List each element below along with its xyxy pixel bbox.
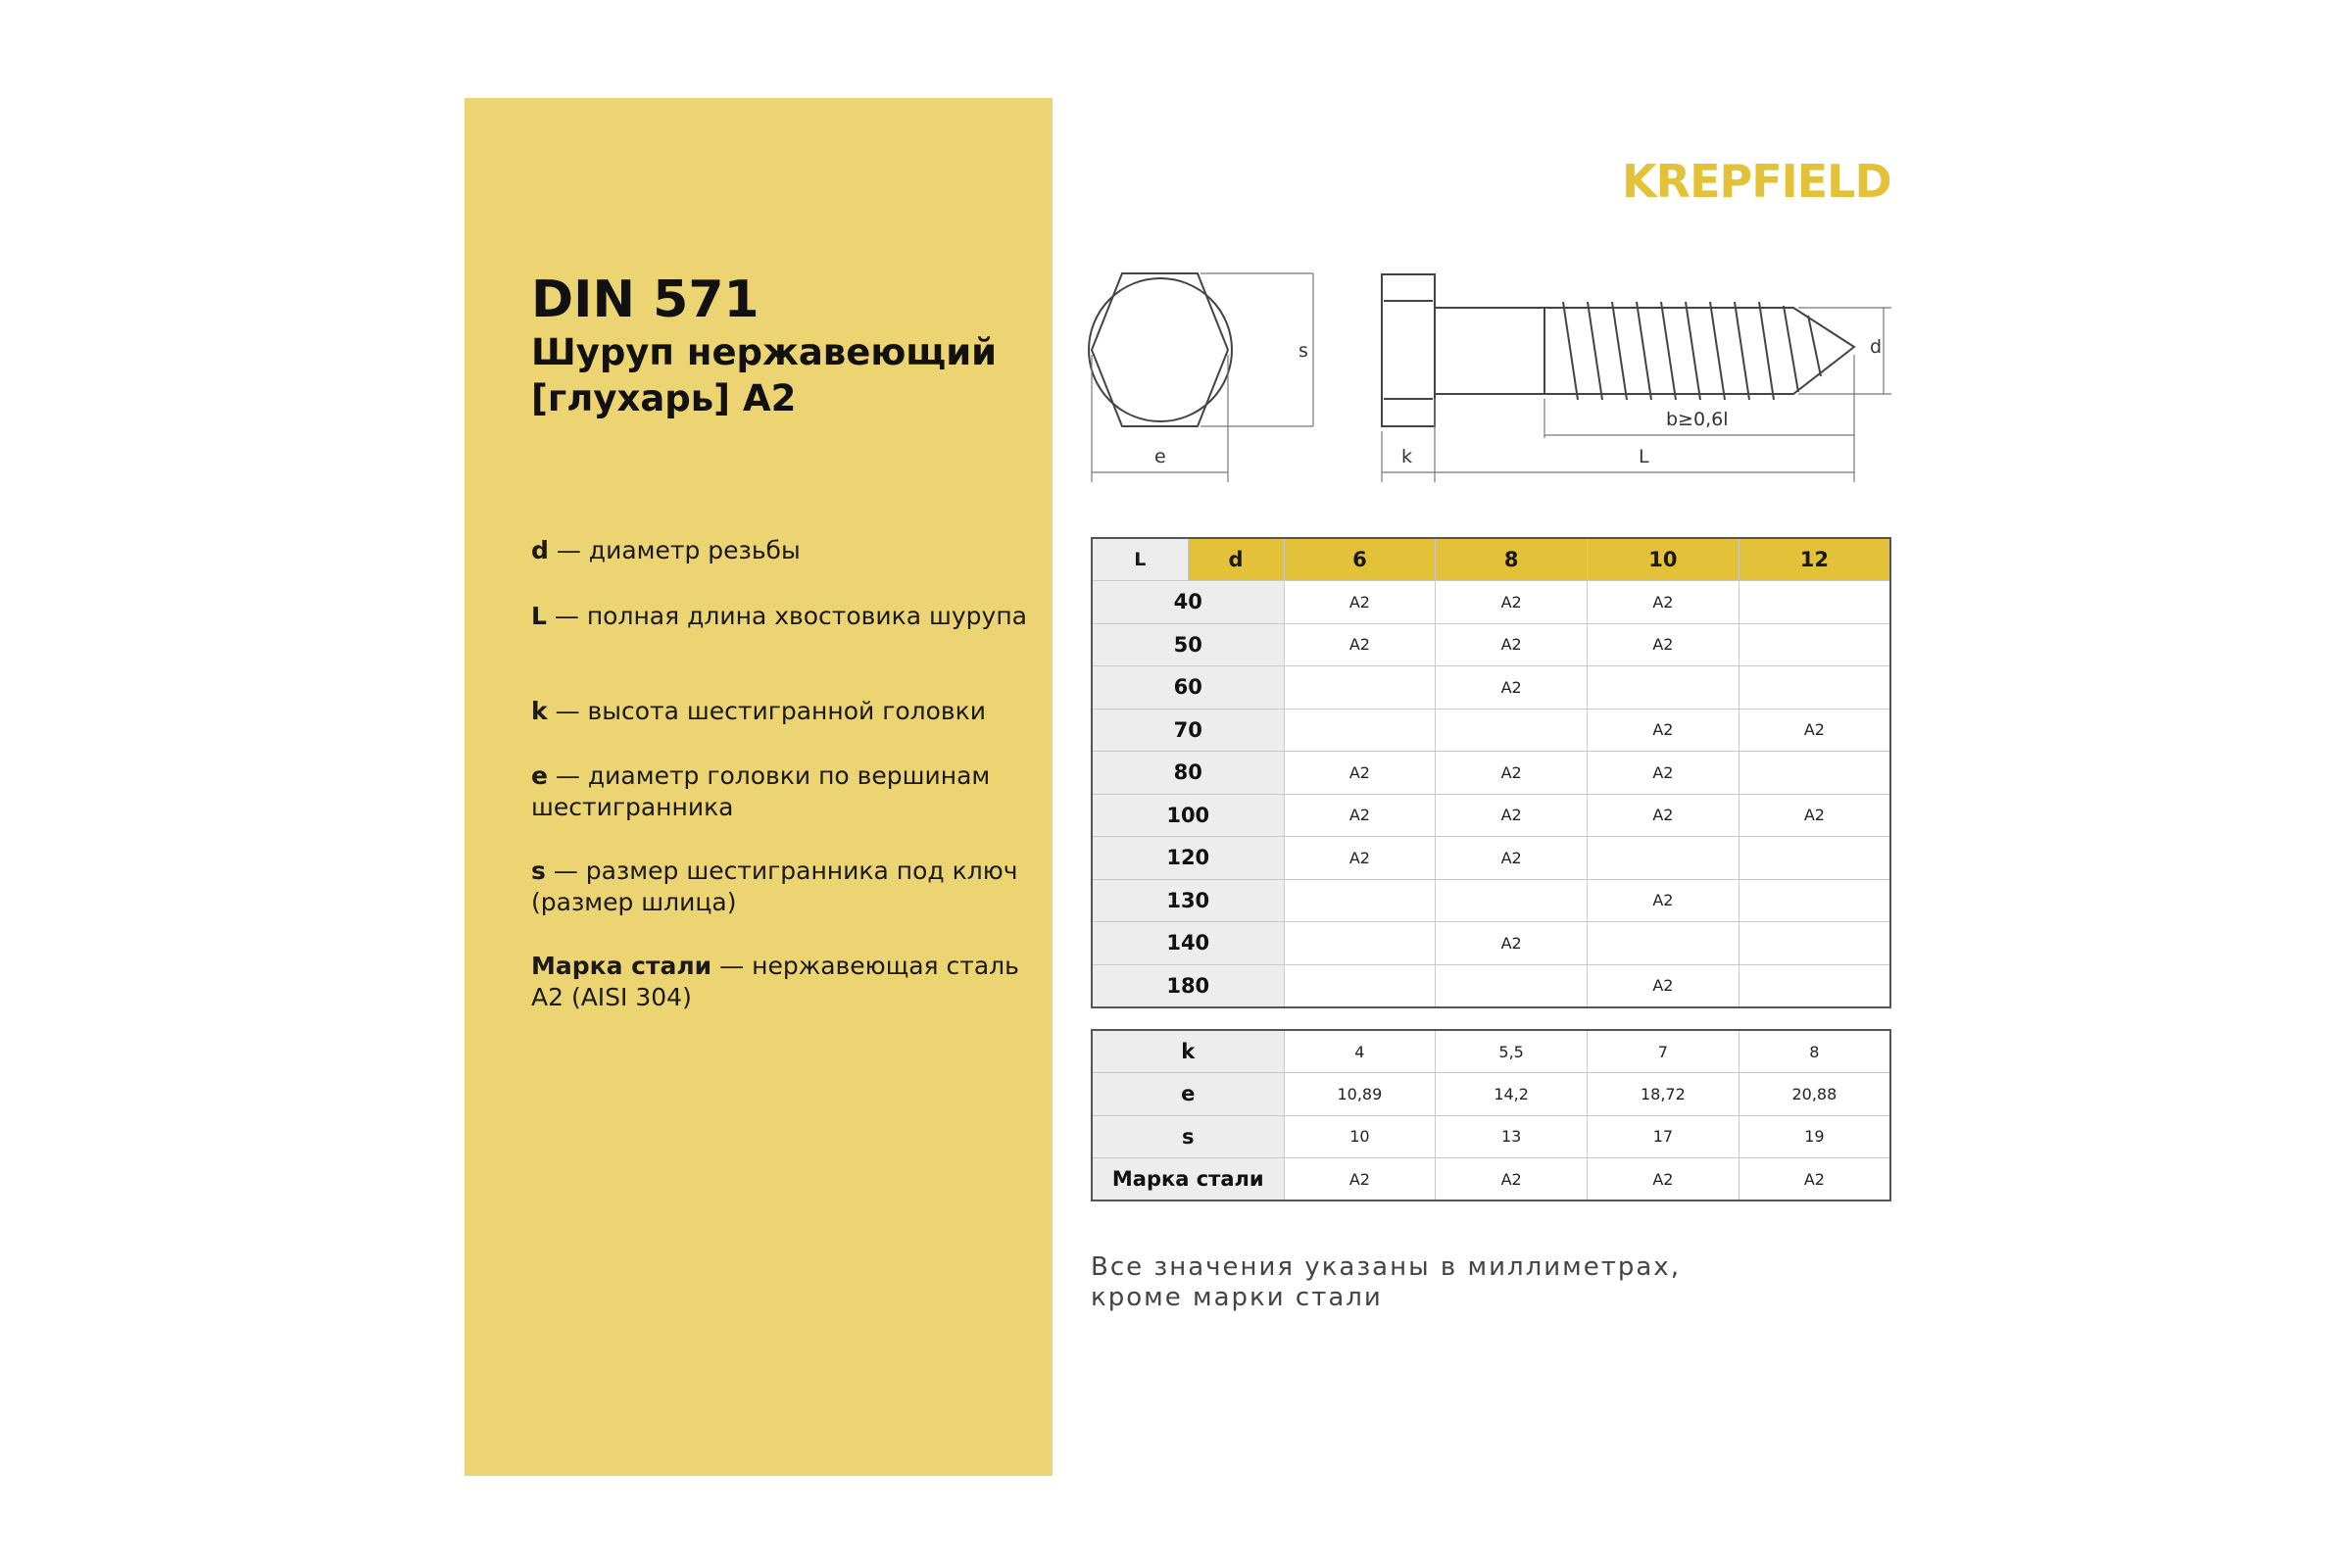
param-value: 13 [1436, 1115, 1588, 1158]
definition-text: — полная длина хвостовика шурупа [546, 602, 1028, 630]
definition-steel [531, 951, 1041, 1013]
table-row [1092, 964, 1890, 1007]
diameter-header: 10 [1588, 538, 1740, 581]
definition-term: s [531, 857, 546, 885]
length-label: 70 [1092, 709, 1284, 752]
diameter-header: 8 [1436, 538, 1588, 581]
definition-term: Марка стали [531, 952, 712, 980]
param-value: 10,89 [1284, 1073, 1436, 1116]
table-row [1092, 623, 1890, 666]
availability-cell: A2 [1436, 623, 1588, 666]
availability-cell [1739, 666, 1890, 710]
param-value: A2 [1739, 1158, 1890, 1201]
definition-text: — высота шестигранной головки [547, 697, 986, 725]
screw-drawing [1078, 257, 1901, 492]
availability-cell [1739, 752, 1890, 795]
param-value: 18,72 [1588, 1073, 1740, 1116]
corner-d: d [1188, 538, 1284, 581]
param-value: A2 [1436, 1158, 1588, 1201]
definition-text: — диаметр головки по вершинам шестигранника [531, 761, 991, 821]
drawing-label-k: k [1401, 446, 1413, 467]
table-row [1092, 1158, 1890, 1201]
table-row [1092, 837, 1890, 880]
availability-cell [1739, 581, 1890, 624]
definition-term: L [531, 602, 547, 630]
availability-cell: A2 [1588, 623, 1740, 666]
param-value: A2 [1284, 1158, 1436, 1201]
availability-cell [1284, 922, 1436, 965]
length-label: 40 [1092, 581, 1284, 624]
param-value: 19 [1739, 1115, 1890, 1158]
table-row [1092, 922, 1890, 965]
table-row [1092, 794, 1890, 837]
drawing-label-b: b≥0,6l [1666, 409, 1729, 430]
page-title: DIN 571 [531, 270, 760, 329]
availability-cell: A2 [1588, 964, 1740, 1007]
definition-term: e [531, 761, 548, 790]
param-value: 20,88 [1739, 1073, 1890, 1116]
definition-k [531, 696, 1041, 727]
availability-cell: A2 [1436, 666, 1588, 710]
availability-cell [1588, 837, 1740, 880]
length-label: 50 [1092, 623, 1284, 666]
table-row [1092, 1030, 1890, 1073]
param-value: 8 [1739, 1030, 1890, 1073]
definition-text: — диаметр резьбы [548, 536, 801, 564]
availability-cell [1284, 709, 1436, 752]
availability-cell [1436, 709, 1588, 752]
table-row [1092, 752, 1890, 795]
availability-cell [1588, 666, 1740, 710]
table-row [1092, 1073, 1890, 1116]
availability-cell [1284, 964, 1436, 1007]
availability-cell [1284, 879, 1436, 922]
availability-cell: A2 [1436, 922, 1588, 965]
params-table [1091, 1029, 1891, 1201]
corner-L: L [1092, 538, 1188, 581]
drawing-label-L: L [1639, 446, 1649, 467]
availability-cell [1739, 879, 1890, 922]
availability-cell [1739, 837, 1890, 880]
definition-s [531, 856, 1041, 918]
param-label: e [1092, 1073, 1284, 1116]
param-value: 4 [1284, 1030, 1436, 1073]
availability-cell: A2 [1588, 709, 1740, 752]
drawing-label-e: e [1154, 446, 1166, 467]
availability-cell: A2 [1436, 581, 1588, 624]
availability-cell: A2 [1284, 623, 1436, 666]
threads [1563, 302, 1821, 400]
availability-cell: A2 [1436, 752, 1588, 795]
availability-cell [1588, 922, 1740, 965]
product-subtitle [531, 329, 997, 421]
availability-cell: A2 [1284, 752, 1436, 795]
length-label: 130 [1092, 879, 1284, 922]
definition-text: — нержавеющая сталь A2 (AISI 304) [531, 952, 1019, 1011]
availability-cell: A2 [1284, 837, 1436, 880]
availability-cell [1436, 964, 1588, 1007]
drawing-label-s: s [1298, 340, 1308, 362]
params-body [1092, 1030, 1890, 1200]
availability-cell: A2 [1588, 879, 1740, 922]
param-value: A2 [1588, 1158, 1740, 1201]
availability-cell: A2 [1588, 794, 1740, 837]
availability-cell [1436, 879, 1588, 922]
brand-logo: KREPFIELD [1622, 155, 1891, 208]
table-row [1092, 1115, 1890, 1158]
definition-e [531, 760, 1041, 823]
definition-d [531, 535, 1041, 566]
length-label: 180 [1092, 964, 1284, 1007]
sizes-table [1091, 537, 1891, 1008]
drawing-label-d: d [1870, 336, 1883, 358]
diameter-header: 12 [1739, 538, 1890, 581]
subtitle-line: Шуруп нержавеющий [531, 331, 998, 373]
availability-cell: A2 [1284, 581, 1436, 624]
table-row [1092, 581, 1890, 624]
availability-cell: A2 [1436, 794, 1588, 837]
table-row [1092, 709, 1890, 752]
table-row [1092, 666, 1890, 710]
availability-cell: A2 [1588, 581, 1740, 624]
length-label: 60 [1092, 666, 1284, 710]
length-label: 120 [1092, 837, 1284, 880]
param-value: 5,5 [1436, 1030, 1588, 1073]
availability-cell [1284, 666, 1436, 710]
note-line: Все значения указаны в миллиметрах, [1091, 1252, 1681, 1282]
table-row [1092, 879, 1890, 922]
note-line: кроме марки стали [1091, 1283, 1383, 1312]
units-note [1091, 1252, 1681, 1313]
param-value: 10 [1284, 1115, 1436, 1158]
availability-cell: A2 [1436, 837, 1588, 880]
availability-cell [1739, 922, 1890, 965]
sizes-header-row [1092, 538, 1890, 581]
definition-term: k [531, 697, 548, 725]
param-value: 17 [1588, 1115, 1740, 1158]
length-label: 80 [1092, 752, 1284, 795]
definition-text: — размер шестигранника под ключ (размер шлица) [531, 857, 1018, 916]
subtitle-line: [глухарь] A2 [531, 377, 797, 419]
param-label: s [1092, 1115, 1284, 1158]
availability-cell: A2 [1739, 709, 1890, 752]
sizes-body [1092, 581, 1890, 1007]
length-label: 100 [1092, 794, 1284, 837]
definition-term: d [531, 536, 549, 564]
hex-head-circle [1089, 278, 1232, 421]
definition-L [531, 601, 1041, 632]
length-label: 140 [1092, 922, 1284, 965]
diameter-header: 6 [1284, 538, 1436, 581]
head-side [1382, 274, 1435, 426]
availability-cell: A2 [1284, 794, 1436, 837]
availability-cell [1739, 964, 1890, 1007]
availability-cell: A2 [1739, 794, 1890, 837]
param-value: 7 [1588, 1030, 1740, 1073]
param-label: k [1092, 1030, 1284, 1073]
param-label: Марка стали [1092, 1158, 1284, 1201]
availability-cell [1739, 623, 1890, 666]
shank [1435, 308, 1544, 394]
param-value: 14,2 [1436, 1073, 1588, 1116]
availability-cell: A2 [1588, 752, 1740, 795]
